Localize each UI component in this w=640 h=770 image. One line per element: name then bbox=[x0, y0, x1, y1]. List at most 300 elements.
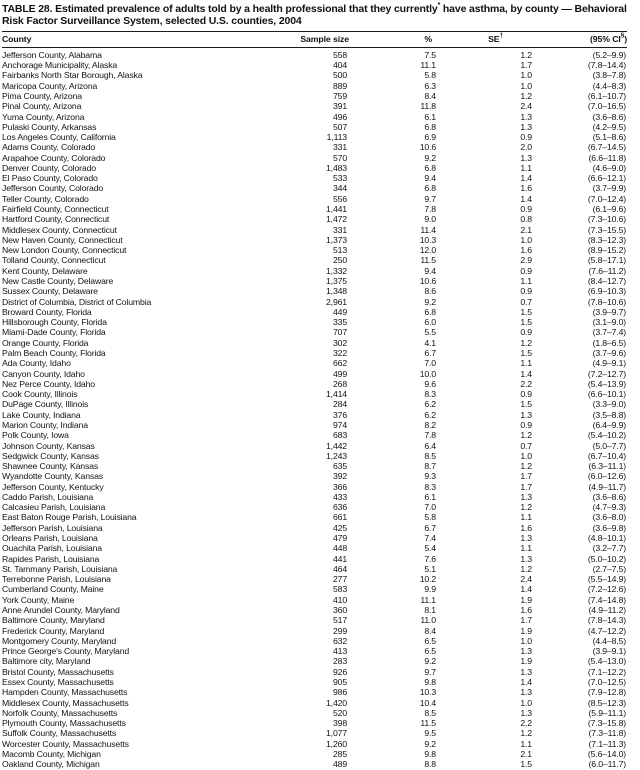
title-asterisk-footnote-marker: * bbox=[437, 1, 441, 9]
se-cell: 1.2 bbox=[520, 430, 532, 441]
county-cell: Teller County, Colorado bbox=[2, 193, 89, 204]
percent-cell: 8.1 bbox=[424, 605, 436, 615]
percent-cell: 10.6 bbox=[419, 276, 436, 286]
table-row bbox=[2, 667, 627, 677]
ci-cell: (5.4–10.2) bbox=[587, 430, 626, 441]
se-cell: 1.3 bbox=[520, 491, 532, 502]
table-row bbox=[2, 327, 627, 337]
se-cell: 1.1 bbox=[520, 162, 532, 173]
percent-cell: 6.3 bbox=[424, 80, 436, 91]
county-cell: Kent County, Delaware bbox=[2, 265, 88, 276]
se-cell: 1.5 bbox=[520, 399, 532, 410]
percent-cell: 8.5 bbox=[424, 450, 436, 461]
ci-cell: (5.9–11.1) bbox=[588, 707, 626, 718]
table-row bbox=[2, 91, 627, 101]
se-cell: 1.2 bbox=[520, 461, 532, 472]
table-row bbox=[2, 554, 627, 564]
table-row bbox=[2, 461, 627, 471]
percent-cell: 6.4 bbox=[424, 440, 436, 451]
county-cell: Nez Perce County, Idaho bbox=[2, 378, 95, 389]
ci-cell: (3.3–9.0) bbox=[592, 399, 626, 410]
prevalence-table bbox=[2, 31, 627, 770]
table-row bbox=[2, 214, 627, 224]
ci-cell: (6.7–10.4) bbox=[587, 450, 626, 461]
percent-cell: 6.2 bbox=[424, 399, 436, 410]
county-cell: Jefferson County, Alabama bbox=[2, 49, 102, 60]
sample-size-cell: 533 bbox=[332, 173, 347, 184]
ci-cell: (4.7–9.3) bbox=[592, 502, 626, 513]
percent-cell: 11.8 bbox=[420, 101, 436, 112]
se-cell: 1.5 bbox=[520, 347, 532, 358]
percent-cell: 8.7 bbox=[424, 461, 436, 472]
sample-size-cell: 413 bbox=[332, 646, 347, 657]
county-cell: New Castle County, Delaware bbox=[2, 276, 114, 286]
se-cell: 2.4 bbox=[520, 101, 532, 112]
sample-size-cell: 1,420 bbox=[326, 697, 347, 708]
county-cell: Middlesex County, Massachusetts bbox=[2, 697, 129, 708]
sample-size-cell: 404 bbox=[332, 60, 347, 71]
sample-size-cell: 500 bbox=[332, 70, 347, 81]
table-row bbox=[2, 687, 627, 697]
ci-cell: (8.5–12.3) bbox=[587, 697, 626, 708]
header-sample-size-label: Sample size bbox=[300, 33, 349, 44]
se-cell: 2.4 bbox=[520, 574, 532, 585]
se-cell: 1.7 bbox=[520, 481, 532, 492]
header-ci bbox=[534, 31, 627, 47]
sample-size-cell: 661 bbox=[332, 512, 347, 523]
table-row bbox=[2, 245, 627, 255]
header-percent bbox=[349, 31, 438, 47]
table-row bbox=[2, 656, 627, 666]
percent-cell: 8.5 bbox=[424, 707, 436, 718]
sample-size-cell: 889 bbox=[332, 80, 347, 91]
percent-cell: 8.3 bbox=[424, 389, 436, 400]
sample-size-cell: 1,414 bbox=[326, 389, 347, 400]
ci-cell: (6.4–9.9) bbox=[592, 419, 626, 430]
percent-cell: 6.5 bbox=[424, 646, 436, 657]
se-cell: 1.0 bbox=[520, 697, 532, 708]
county-cell: Essex County, Massachusetts bbox=[2, 676, 114, 687]
ci-cell: (3.7–9.6) bbox=[592, 347, 626, 358]
se-cell: 0.7 bbox=[520, 440, 532, 451]
sample-size-cell: 1,243 bbox=[326, 450, 347, 461]
ci-cell: (5.2–9.9) bbox=[592, 49, 626, 60]
county-cell: New London County, Connecticut bbox=[2, 245, 127, 256]
table-row bbox=[2, 132, 627, 142]
table-row bbox=[2, 348, 627, 358]
county-cell: District of Columbia, District of Columbia bbox=[2, 296, 152, 307]
percent-cell: 9.6 bbox=[424, 378, 436, 389]
sample-size-cell: 2,961 bbox=[326, 296, 347, 307]
ci-cell: (3.5–8.8) bbox=[592, 409, 626, 420]
ci-cell: (6.9–10.3) bbox=[587, 286, 626, 297]
table-row bbox=[2, 112, 627, 122]
ci-cell: (3.9–9.1) bbox=[592, 646, 626, 657]
se-cell: 1.3 bbox=[520, 121, 532, 132]
percent-cell: 7.4 bbox=[424, 533, 436, 544]
sample-size-cell: 360 bbox=[332, 605, 347, 615]
table-row bbox=[2, 410, 627, 420]
se-cell: 1.5 bbox=[520, 306, 532, 317]
county-cell: Cook County, Illinois bbox=[2, 389, 78, 400]
ci-cell: (3.1–9.0) bbox=[592, 317, 626, 328]
ci-cell: (1.8–6.5) bbox=[592, 337, 626, 348]
sample-size-cell: 489 bbox=[332, 759, 347, 770]
ci-cell: (3.9–9.7) bbox=[592, 306, 626, 317]
header-percent-label: % bbox=[424, 33, 432, 44]
percent-cell: 6.5 bbox=[424, 635, 436, 646]
table-row bbox=[2, 441, 627, 451]
percent-cell: 9.4 bbox=[424, 265, 436, 276]
percent-cell: 5.8 bbox=[424, 512, 436, 523]
ci-cell: (3.6–8.6) bbox=[592, 491, 626, 502]
se-cell: 1.2 bbox=[520, 563, 532, 574]
se-cell: 1.0 bbox=[520, 234, 532, 245]
sample-size-cell: 335 bbox=[332, 317, 347, 328]
se-cell: 1.3 bbox=[520, 553, 532, 564]
percent-cell: 7.8 bbox=[424, 204, 436, 215]
sample-size-cell: 1,260 bbox=[326, 738, 347, 749]
se-cell: 1.3 bbox=[520, 646, 532, 657]
ci-cell: (7.1–11.3) bbox=[588, 738, 626, 749]
table-row bbox=[2, 399, 627, 409]
county-cell: Hampden County, Massachusetts bbox=[2, 687, 128, 698]
se-cell: 1.2 bbox=[520, 90, 532, 101]
percent-cell: 8.8 bbox=[424, 759, 436, 770]
se-cell: 1.7 bbox=[520, 60, 532, 71]
table-row bbox=[2, 153, 627, 163]
sample-size-cell: 322 bbox=[332, 347, 347, 358]
sample-size-cell: 268 bbox=[332, 378, 347, 389]
ci-cell: (7.2–12.6) bbox=[587, 584, 626, 595]
sample-size-cell: 496 bbox=[332, 111, 347, 122]
percent-cell: 8.4 bbox=[424, 90, 436, 101]
percent-cell: 6.2 bbox=[424, 409, 436, 420]
county-cell: Ada County, Idaho bbox=[2, 358, 71, 369]
se-cell: 0.9 bbox=[520, 204, 532, 215]
percent-cell: 11.0 bbox=[420, 615, 436, 626]
ci-cell: (7.0–16.5) bbox=[587, 101, 626, 112]
ci-cell: (6.6–12.1) bbox=[587, 173, 626, 184]
percent-cell: 9.2 bbox=[424, 296, 436, 307]
sample-size-cell: 632 bbox=[332, 635, 347, 646]
se-cell: 1.3 bbox=[520, 707, 532, 718]
ci-cell: (4.4–8.5) bbox=[592, 635, 626, 646]
percent-cell: 6.9 bbox=[424, 132, 436, 143]
ci-cell: (3.7–9.9) bbox=[592, 183, 626, 194]
ci-cell: (6.6–11.8) bbox=[588, 152, 626, 163]
county-cell: Pima County, Arizona bbox=[2, 90, 82, 101]
county-cell: Rapides Parish, Louisiana bbox=[2, 553, 100, 564]
sample-size-cell: 1,332 bbox=[326, 265, 347, 276]
percent-cell: 4.1 bbox=[424, 337, 436, 348]
ci-cell: (7.8–14.4) bbox=[587, 60, 626, 71]
table-row bbox=[2, 60, 627, 70]
se-cell: 1.0 bbox=[520, 450, 532, 461]
se-cell: 1.4 bbox=[520, 173, 532, 184]
county-cell: Orleans Parish, Louisiana bbox=[2, 533, 98, 544]
percent-cell: 9.2 bbox=[424, 738, 436, 749]
table-row bbox=[2, 183, 627, 193]
county-cell: Jefferson Parish, Louisiana bbox=[2, 522, 103, 533]
ci-cell: (6.1–10.7) bbox=[587, 90, 626, 101]
sample-size-cell: 302 bbox=[332, 337, 347, 348]
se-cell: 1.6 bbox=[520, 605, 532, 615]
table-title bbox=[2, 3, 627, 28]
ci-cell: (5.1–8.6) bbox=[592, 132, 626, 143]
ci-cell: (6.0–11.7) bbox=[588, 759, 626, 770]
ci-cell: (5.4–13.9) bbox=[587, 378, 626, 389]
ci-cell: (7.9–12.8) bbox=[587, 687, 626, 698]
percent-cell: 9.7 bbox=[424, 666, 436, 677]
county-cell: Fairfield County, Connecticut bbox=[2, 204, 109, 215]
se-cell: 1.3 bbox=[520, 152, 532, 163]
county-cell: Marion County, Indiana bbox=[2, 419, 88, 430]
percent-cell: 6.8 bbox=[424, 162, 436, 173]
county-cell: Maricopa County, Arizona bbox=[2, 80, 98, 91]
table-row bbox=[2, 759, 627, 769]
se-cell: 1.6 bbox=[520, 245, 532, 256]
county-cell: Terrebonne Parish, Louisiana bbox=[2, 574, 111, 585]
percent-cell: 11.5 bbox=[420, 255, 436, 266]
county-cell: Baltimore city, Maryland bbox=[2, 656, 91, 667]
table-title-text-cont: have asthma, by county — Behavioral Risk Factor Surveillance System, selected U.S. counties, 2004 bbox=[2, 3, 627, 28]
table-row bbox=[2, 718, 627, 728]
ci-cell: (5.8–17.1) bbox=[587, 255, 626, 266]
table-row bbox=[2, 451, 627, 461]
percent-cell: 12.0 bbox=[419, 245, 436, 256]
sample-size-cell: 517 bbox=[332, 615, 347, 626]
table-row bbox=[2, 543, 627, 553]
ci-cell: (6.6–10.1) bbox=[587, 389, 626, 400]
sample-size-cell: 683 bbox=[332, 430, 347, 441]
sample-size-cell: 283 bbox=[332, 656, 347, 667]
table-row bbox=[2, 605, 627, 615]
se-cell: 0.9 bbox=[520, 327, 532, 338]
sample-size-cell: 449 bbox=[332, 306, 347, 317]
percent-cell: 5.5 bbox=[424, 327, 436, 338]
percent-cell: 5.4 bbox=[424, 543, 436, 554]
county-cell: Ouachita Parish, Louisiana bbox=[2, 543, 102, 554]
percent-cell: 9.3 bbox=[424, 471, 436, 482]
county-cell: Pinal County, Arizona bbox=[2, 101, 82, 112]
percent-cell: 5.8 bbox=[424, 70, 436, 81]
table-row bbox=[2, 286, 627, 296]
se-cell: 1.2 bbox=[520, 49, 532, 60]
county-cell: Broward County, Florida bbox=[2, 306, 92, 317]
ci-cell: (7.3–15.8) bbox=[587, 718, 626, 729]
table-row bbox=[2, 338, 627, 348]
sample-size-cell: 1,113 bbox=[326, 132, 347, 143]
sample-size-cell: 974 bbox=[332, 419, 347, 430]
sample-size-cell: 391 bbox=[332, 101, 347, 112]
sample-size-cell: 583 bbox=[332, 584, 347, 595]
percent-cell: 6.1 bbox=[424, 491, 436, 502]
header-ci-close-paren: ) bbox=[624, 33, 627, 44]
header-county-label: County bbox=[2, 33, 32, 44]
county-cell: Sussex County, Delaware bbox=[2, 286, 98, 297]
sample-size-cell: 513 bbox=[332, 245, 347, 256]
table-row bbox=[2, 47, 627, 60]
percent-cell: 9.9 bbox=[424, 584, 436, 595]
ci-cell: (3.6–8.6) bbox=[592, 111, 626, 122]
table-row bbox=[2, 225, 627, 235]
table-row bbox=[2, 163, 627, 173]
se-cell: 1.9 bbox=[520, 625, 532, 636]
table-row bbox=[2, 523, 627, 533]
sample-size-cell: 410 bbox=[332, 594, 347, 605]
county-cell: Canyon County, Idaho bbox=[2, 368, 85, 379]
percent-cell: 10.4 bbox=[419, 697, 436, 708]
header-ci-label: (95% CI bbox=[590, 33, 621, 44]
table-row bbox=[2, 204, 627, 214]
se-cell: 1.1 bbox=[520, 738, 532, 749]
percent-cell: 9.5 bbox=[424, 728, 436, 739]
table-row bbox=[2, 698, 627, 708]
county-cell: Arapahoe County, Colorado bbox=[2, 152, 106, 163]
county-cell: Anne Arundel County, Maryland bbox=[2, 605, 120, 615]
sample-size-cell: 556 bbox=[332, 193, 347, 204]
table-row bbox=[2, 420, 627, 430]
county-cell: Middlesex County, Connecticut bbox=[2, 224, 117, 235]
county-cell: Oakland County, Michigan bbox=[2, 759, 100, 770]
table-title-text: TABLE 28. Estimated prevalence of adults told by a health professional that they currently bbox=[2, 3, 438, 15]
ci-cell: (7.6–11.2) bbox=[588, 265, 626, 276]
ci-cell: (7.0–12.4) bbox=[587, 193, 626, 204]
percent-cell: 9.8 bbox=[424, 676, 436, 687]
ci-cell: (4.4–8.3) bbox=[592, 80, 626, 91]
table-row bbox=[2, 471, 627, 481]
sample-size-cell: 284 bbox=[332, 399, 347, 410]
table-row bbox=[2, 626, 627, 636]
ci-cell: (4.7–12.2) bbox=[587, 625, 626, 636]
county-cell: Macomb County, Michigan bbox=[2, 748, 101, 759]
header-se bbox=[438, 31, 534, 47]
percent-cell: 9.0 bbox=[424, 214, 436, 225]
ci-cell: (6.3–11.1) bbox=[588, 461, 626, 472]
ci-cell: (4.2–9.5) bbox=[592, 121, 626, 132]
table-row bbox=[2, 595, 627, 605]
se-cell: 1.2 bbox=[520, 728, 532, 739]
table-row bbox=[2, 389, 627, 399]
county-cell: Jefferson County, Kentucky bbox=[2, 481, 104, 492]
se-cell: 1.1 bbox=[520, 512, 532, 523]
sample-size-cell: 759 bbox=[332, 90, 347, 101]
county-cell: Frederick County, Maryland bbox=[2, 625, 105, 636]
county-cell: Los Angeles County, California bbox=[2, 132, 116, 143]
county-cell: Norfolk County, Massachusetts bbox=[2, 707, 118, 718]
percent-cell: 7.8 bbox=[424, 430, 436, 441]
ci-cell: (6.7–14.5) bbox=[587, 142, 626, 153]
county-cell: Lake County, Indiana bbox=[2, 409, 81, 420]
sample-size-cell: 433 bbox=[332, 491, 347, 502]
ci-cell: (6.1–9.6) bbox=[592, 204, 626, 215]
ci-cell: (3.6–9.8) bbox=[592, 522, 626, 533]
percent-cell: 8.3 bbox=[424, 481, 436, 492]
se-cell: 1.4 bbox=[520, 584, 532, 595]
ci-cell: (7.3–10.6) bbox=[587, 214, 626, 225]
percent-cell: 11.1 bbox=[420, 60, 436, 71]
percent-cell: 8.2 bbox=[424, 419, 436, 430]
se-cell: 1.1 bbox=[520, 276, 532, 286]
se-cell: 1.0 bbox=[520, 80, 532, 91]
county-cell: East Baton Rouge Parish, Louisiana bbox=[2, 512, 137, 523]
percent-cell: 8.6 bbox=[424, 286, 436, 297]
sample-size-cell: 1,472 bbox=[326, 214, 347, 225]
table-row bbox=[2, 728, 627, 738]
percent-cell: 9.4 bbox=[424, 173, 436, 184]
sample-size-cell: 366 bbox=[332, 481, 347, 492]
ci-cell: (7.3–15.5) bbox=[587, 224, 626, 235]
se-cell: 0.9 bbox=[520, 389, 532, 400]
percent-cell: 11.5 bbox=[420, 718, 436, 729]
ci-cell: (6.0–12.6) bbox=[587, 471, 626, 482]
se-cell: 0.9 bbox=[520, 286, 532, 297]
se-cell: 2.2 bbox=[520, 718, 532, 729]
se-cell: 1.3 bbox=[520, 409, 532, 420]
table-row bbox=[2, 584, 627, 594]
county-cell: Johnson County, Kansas bbox=[2, 440, 95, 451]
se-cell: 1.6 bbox=[520, 183, 532, 194]
percent-cell: 9.2 bbox=[424, 152, 436, 163]
percent-cell: 9.7 bbox=[424, 193, 436, 204]
table-row bbox=[2, 358, 627, 368]
table-row bbox=[2, 173, 627, 183]
ci-cell: (4.9–11.2) bbox=[588, 605, 626, 615]
ci-cell: (3.2–7.7) bbox=[592, 543, 626, 554]
se-cell: 2.1 bbox=[520, 224, 532, 235]
sample-size-cell: 331 bbox=[332, 224, 347, 235]
ci-cell: (3.7–7.4) bbox=[592, 327, 626, 338]
se-cell: 1.0 bbox=[520, 635, 532, 646]
table-row bbox=[2, 708, 627, 718]
percent-cell: 7.5 bbox=[424, 49, 436, 60]
ci-cell: (7.1–12.2) bbox=[587, 666, 626, 677]
sample-size-cell: 1,441 bbox=[326, 204, 347, 215]
table-row bbox=[2, 70, 627, 80]
table-row bbox=[2, 512, 627, 522]
sample-size-cell: 558 bbox=[332, 49, 347, 60]
sample-size-cell: 250 bbox=[332, 255, 347, 266]
sample-size-cell: 662 bbox=[332, 358, 347, 369]
sample-size-cell: 344 bbox=[332, 183, 347, 194]
table-row bbox=[2, 533, 627, 543]
ci-cell: (7.8–14.3) bbox=[587, 615, 626, 626]
table-row bbox=[2, 636, 627, 646]
sample-size-cell: 299 bbox=[332, 625, 347, 636]
sample-size-cell: 1,077 bbox=[326, 728, 347, 739]
se-cell: 1.6 bbox=[520, 522, 532, 533]
table-header-row bbox=[2, 31, 627, 47]
sample-size-cell: 1,373 bbox=[326, 234, 347, 245]
ci-cell: (3.6–8.0) bbox=[592, 512, 626, 523]
county-cell: Bristol County, Massachusetts bbox=[2, 666, 114, 677]
table-row bbox=[2, 379, 627, 389]
sample-size-cell: 398 bbox=[332, 718, 347, 729]
sample-size-cell: 441 bbox=[332, 553, 347, 564]
table-row bbox=[2, 101, 627, 111]
county-cell: Adams County, Colorado bbox=[2, 142, 96, 153]
ci-cell: (7.0–12.5) bbox=[587, 676, 626, 687]
table-row bbox=[2, 307, 627, 317]
sample-size-cell: 926 bbox=[332, 666, 347, 677]
table-row bbox=[2, 492, 627, 502]
ci-cell: (8.4–12.7) bbox=[587, 276, 626, 286]
header-se-label: SE bbox=[488, 33, 500, 44]
county-cell: Palm Beach County, Florida bbox=[2, 347, 106, 358]
ci-cell: (4.8–10.1) bbox=[587, 533, 626, 544]
percent-cell: 10.3 bbox=[419, 234, 436, 245]
